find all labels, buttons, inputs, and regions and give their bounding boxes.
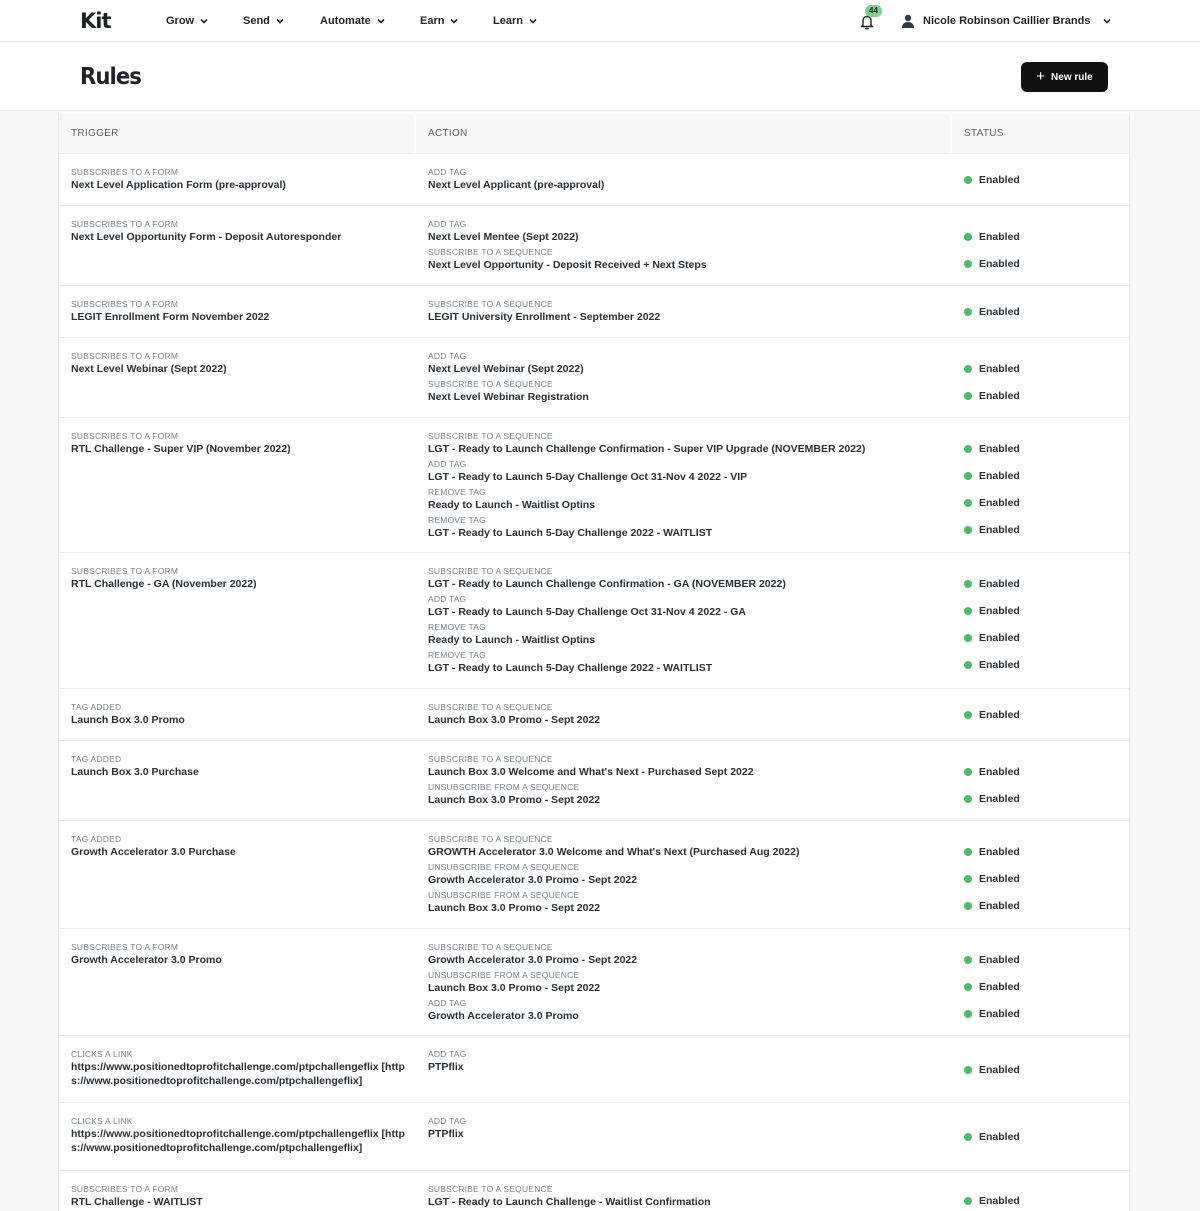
action-value[interactable]: PTPflix xyxy=(428,1061,464,1073)
status-label: Enabled xyxy=(979,1131,1020,1143)
action-value[interactable]: Ready to Launch - Waitlist Optins xyxy=(428,634,596,646)
status-dot-icon xyxy=(964,902,972,910)
action-type: ADD TAG xyxy=(428,351,467,361)
trigger-value[interactable]: RTL Challenge - Super VIP (November 2022) xyxy=(71,443,291,455)
new-rule-button[interactable] xyxy=(1021,62,1108,92)
status-dot-icon xyxy=(964,392,972,400)
action-type: UNSUBSCRIBE FROM A SEQUENCE xyxy=(428,970,580,980)
status-cell xyxy=(964,741,1124,821)
status-cell xyxy=(964,206,1124,286)
status-label: Enabled xyxy=(979,632,1020,644)
status-dot-icon xyxy=(964,1133,972,1141)
nav-automate[interactable] xyxy=(320,13,386,29)
status-cell xyxy=(964,1103,1124,1171)
status-dot-icon xyxy=(964,233,972,241)
status-dot-icon xyxy=(964,365,972,373)
trigger-value[interactable]: Growth Accelerator 3.0 Promo xyxy=(71,954,222,966)
status-label: Enabled xyxy=(979,900,1020,912)
trigger-type: CLICKS A LINK xyxy=(71,1049,133,1059)
status-toggle[interactable] xyxy=(964,980,1020,994)
action-type: SUBSCRIBE TO A SEQUENCE xyxy=(428,247,553,257)
action-cell xyxy=(428,553,948,678)
status-label: Enabled xyxy=(979,1195,1020,1207)
column-header-status: STATUS xyxy=(952,114,1130,153)
action-value[interactable]: Launch Box 3.0 Promo - Sept 2022 xyxy=(428,902,601,914)
action-value[interactable]: LGT - Ready to Launch Challenge - Waitlist Confirmation xyxy=(428,1196,711,1208)
nav-send-label: Send xyxy=(243,15,270,27)
status-dot-icon xyxy=(964,956,972,964)
action-value[interactable]: LGT - Ready to Launch 5-Day Challenge 2022 - WAITLIST xyxy=(428,527,713,539)
trigger-cell xyxy=(71,154,411,195)
status-toggle[interactable] xyxy=(964,899,1020,913)
action-value[interactable]: LGT - Ready to Launch Challenge Confirmation - Super VIP Upgrade (NOVEMBER 2022) xyxy=(428,443,866,455)
trigger-cell xyxy=(71,689,411,730)
status-label: Enabled xyxy=(979,1064,1020,1076)
trigger-cell xyxy=(71,1171,411,1211)
status-label: Enabled xyxy=(979,605,1020,617)
status-dot-icon xyxy=(964,661,972,669)
chevron-down-icon xyxy=(528,16,538,26)
trigger-cell xyxy=(71,1103,411,1158)
action-cell xyxy=(428,338,948,407)
status-toggle[interactable] xyxy=(964,708,1020,722)
top-navigation xyxy=(0,0,1200,42)
status-cell xyxy=(964,338,1124,418)
status-label: Enabled xyxy=(979,793,1020,805)
action-value[interactable]: Growth Accelerator 3.0 Promo - Sept 2022 xyxy=(428,874,638,886)
status-dot-icon xyxy=(964,176,972,184)
status-dot-icon xyxy=(964,768,972,776)
column-header-action: ACTION xyxy=(416,114,950,153)
status-dot-icon xyxy=(964,472,972,480)
action-value[interactable]: Launch Box 3.0 Promo - Sept 2022 xyxy=(428,982,601,994)
status-cell xyxy=(964,1171,1124,1211)
status-toggle[interactable] xyxy=(964,469,1020,483)
trigger-type: SUBSCRIBES TO A FORM xyxy=(71,351,179,361)
nav-earn-label: Earn xyxy=(420,15,445,27)
trigger-value[interactable]: Next Level Application Form (pre-approval) xyxy=(71,179,286,191)
trigger-type: SUBSCRIBES TO A FORM xyxy=(71,219,179,229)
account-menu[interactable] xyxy=(900,12,1112,30)
status-dot-icon xyxy=(964,308,972,316)
status-label: Enabled xyxy=(979,766,1020,778)
status-label: Enabled xyxy=(979,709,1020,721)
status-cell xyxy=(964,1036,1124,1103)
page-header xyxy=(0,43,1200,111)
trigger-value[interactable]: RTL Challenge - WAITLIST xyxy=(71,1196,203,1208)
status-label: Enabled xyxy=(979,659,1020,671)
column-header-trigger: TRIGGER xyxy=(59,114,414,153)
table-row[interactable] xyxy=(59,688,1130,740)
nav-send[interactable] xyxy=(243,13,285,29)
status-cell xyxy=(964,286,1124,338)
action-cell xyxy=(428,1103,948,1144)
trigger-type: SUBSCRIBES TO A FORM xyxy=(71,942,179,952)
table-row[interactable] xyxy=(59,205,1130,285)
action-value[interactable]: LGT - Ready to Launch 5-Day Challenge Oct 31-Nov 4 2022 - VIP xyxy=(428,471,748,483)
action-type: SUBSCRIBE TO A SEQUENCE xyxy=(428,379,553,389)
table-row[interactable] xyxy=(59,337,1130,417)
action-value[interactable]: Launch Box 3.0 Promo - Sept 2022 xyxy=(428,794,601,806)
status-toggle[interactable] xyxy=(964,953,1020,967)
status-dot-icon xyxy=(964,445,972,453)
action-value[interactable]: PTPflix xyxy=(428,1128,464,1140)
trigger-value[interactable]: Launch Box 3.0 Promo xyxy=(71,714,185,726)
trigger-type: SUBSCRIBES TO A FORM xyxy=(71,167,179,177)
status-label: Enabled xyxy=(979,1008,1020,1020)
trigger-value[interactable]: https://www.positionedtoprofitchallenge.com/ptpchallengeflix [https://www.positionedtoprofitchallenge.com/ptpchallengeflix] xyxy=(71,1061,405,1087)
action-type: SUBSCRIBE TO A SEQUENCE xyxy=(428,834,553,844)
action-type: UNSUBSCRIBE FROM A SEQUENCE xyxy=(428,782,580,792)
status-toggle[interactable] xyxy=(964,845,1020,859)
status-toggle[interactable] xyxy=(964,1130,1020,1144)
status-dot-icon xyxy=(964,795,972,803)
trigger-value[interactable]: Next Level Opportunity Form - Deposit Autoresponder xyxy=(71,231,342,243)
action-cell xyxy=(428,1036,948,1077)
action-type: ADD TAG xyxy=(428,1049,467,1059)
rules-table xyxy=(58,112,1130,1211)
nav-earn[interactable] xyxy=(420,13,459,29)
action-value[interactable]: LEGIT University Enrollment - September 2022 xyxy=(428,311,661,323)
kit-logo[interactable]: Kit xyxy=(80,9,111,33)
status-label: Enabled xyxy=(979,174,1020,186)
status-dot-icon xyxy=(964,711,972,719)
status-label: Enabled xyxy=(979,846,1020,858)
action-value[interactable]: Growth Accelerator 3.0 Promo xyxy=(428,1010,579,1022)
chevron-down-icon xyxy=(376,16,386,26)
table-row[interactable] xyxy=(59,740,1130,820)
trigger-type: CLICKS A LINK xyxy=(71,1116,133,1126)
action-value[interactable]: LGT - Ready to Launch 5-Day Challenge Oct 31-Nov 4 2022 - GA xyxy=(428,606,746,618)
trigger-value[interactable]: LEGIT Enrollment Form November 2022 xyxy=(71,311,270,323)
action-type: UNSUBSCRIBE FROM A SEQUENCE xyxy=(428,862,580,872)
page-title: Rules xyxy=(80,64,141,90)
action-value[interactable]: Next Level Opportunity - Deposit Received + Next Steps xyxy=(428,259,707,271)
status-label: Enabled xyxy=(979,363,1020,375)
trigger-cell xyxy=(71,206,411,247)
action-cell xyxy=(428,418,948,543)
action-type: SUBSCRIBE TO A SEQUENCE xyxy=(428,1184,553,1194)
action-value[interactable]: Launch Box 3.0 Welcome and What's Next - Purchased Sept 2022 xyxy=(428,766,754,778)
status-toggle[interactable] xyxy=(964,872,1020,886)
status-cell xyxy=(964,553,1124,689)
status-dot-icon xyxy=(964,607,972,615)
action-cell xyxy=(428,689,948,730)
table-row[interactable] xyxy=(59,417,1130,552)
status-cell xyxy=(964,821,1124,929)
status-toggle[interactable] xyxy=(964,305,1020,319)
status-toggle[interactable] xyxy=(964,496,1020,510)
trigger-value[interactable]: https://www.positionedtoprofitchallenge.com/ptpchallengeflix [https://www.positionedtoprofitchallenge.com/ptpchallengeflix] xyxy=(71,1128,405,1154)
nav-learn-label: Learn xyxy=(493,15,523,27)
status-cell xyxy=(964,154,1124,206)
trigger-cell xyxy=(71,338,411,379)
status-toggle[interactable] xyxy=(964,658,1020,672)
status-toggle[interactable] xyxy=(964,577,1020,591)
action-value[interactable]: Ready to Launch - Waitlist Optins xyxy=(428,499,596,511)
action-value[interactable]: Next Level Applicant (pre-approval) xyxy=(428,179,605,191)
action-type: SUBSCRIBE TO A SEQUENCE xyxy=(428,702,553,712)
action-value[interactable]: Growth Accelerator 3.0 Promo - Sept 2022 xyxy=(428,954,638,966)
status-toggle[interactable] xyxy=(964,1007,1020,1021)
action-type: REMOVE TAG xyxy=(428,650,486,660)
action-value[interactable]: Next Level Webinar (Sept 2022) xyxy=(428,363,584,375)
nav-learn[interactable] xyxy=(493,13,538,29)
trigger-type: SUBSCRIBES TO A FORM xyxy=(71,566,179,576)
status-cell xyxy=(964,418,1124,553)
status-toggle[interactable] xyxy=(964,230,1020,244)
status-toggle[interactable] xyxy=(964,362,1020,376)
action-cell xyxy=(428,741,948,810)
action-cell xyxy=(428,821,948,918)
trigger-type: TAG ADDED xyxy=(71,834,122,844)
status-dot-icon xyxy=(964,499,972,507)
status-toggle[interactable] xyxy=(964,604,1020,618)
trigger-type: TAG ADDED xyxy=(71,754,122,764)
new-rule-label: New rule xyxy=(1051,71,1093,83)
trigger-value[interactable]: Next Level Webinar (Sept 2022) xyxy=(71,363,227,375)
status-label: Enabled xyxy=(979,258,1020,270)
action-type: SUBSCRIBE TO A SEQUENCE xyxy=(428,566,553,576)
status-toggle[interactable] xyxy=(964,389,1020,403)
action-type: ADD TAG xyxy=(428,1116,467,1126)
action-cell xyxy=(428,1171,948,1211)
account-name: Nicole Robinson Caillier Brands xyxy=(923,15,1091,27)
status-toggle[interactable] xyxy=(964,1063,1020,1077)
action-type: SUBSCRIBE TO A SEQUENCE xyxy=(428,942,553,952)
trigger-cell xyxy=(71,929,411,970)
status-toggle[interactable] xyxy=(964,173,1020,187)
action-value[interactable]: GROWTH Accelerator 3.0 Welcome and What's Next (Purchased Aug 2022) xyxy=(428,846,800,858)
action-type: SUBSCRIBE TO A SEQUENCE xyxy=(428,431,553,441)
status-label: Enabled xyxy=(979,873,1020,885)
status-label: Enabled xyxy=(979,954,1020,966)
nav-grow-label: Grow xyxy=(166,15,195,27)
status-label: Enabled xyxy=(979,390,1020,402)
trigger-value[interactable]: RTL Challenge - GA (November 2022) xyxy=(71,578,257,590)
action-cell xyxy=(428,206,948,275)
status-dot-icon xyxy=(964,875,972,883)
table-header xyxy=(59,112,1130,153)
status-label: Enabled xyxy=(979,231,1020,243)
action-type: ADD TAG xyxy=(428,219,467,229)
action-type: REMOVE TAG xyxy=(428,487,486,497)
status-dot-icon xyxy=(964,260,972,268)
action-value[interactable]: Next Level Mentee (Sept 2022) xyxy=(428,231,579,243)
action-type: REMOVE TAG xyxy=(428,515,486,525)
table-row[interactable] xyxy=(59,820,1130,928)
trigger-type: TAG ADDED xyxy=(71,702,122,712)
chevron-down-icon xyxy=(449,16,459,26)
status-label: Enabled xyxy=(979,306,1020,318)
table-row[interactable] xyxy=(59,153,1130,205)
table-row[interactable] xyxy=(59,552,1130,688)
table-row[interactable] xyxy=(59,285,1130,337)
trigger-type: SUBSCRIBES TO A FORM xyxy=(71,431,179,441)
action-type: ADD TAG xyxy=(428,167,467,177)
action-value[interactable]: Launch Box 3.0 Promo - Sept 2022 xyxy=(428,714,601,726)
action-value[interactable]: LGT - Ready to Launch Challenge Confirmation - GA (NOVEMBER 2022) xyxy=(428,578,786,590)
action-type: SUBSCRIBE TO A SEQUENCE xyxy=(428,754,553,764)
status-dot-icon xyxy=(964,580,972,588)
chevron-down-icon xyxy=(199,16,209,26)
action-type: ADD TAG xyxy=(428,998,467,1008)
action-type: ADD TAG xyxy=(428,594,467,604)
status-label: Enabled xyxy=(979,497,1020,509)
status-cell xyxy=(964,929,1124,1036)
status-toggle[interactable] xyxy=(964,792,1020,806)
status-dot-icon xyxy=(964,1066,972,1074)
trigger-cell xyxy=(71,1036,411,1091)
trigger-cell xyxy=(71,821,411,862)
trigger-cell xyxy=(71,418,411,459)
status-label: Enabled xyxy=(979,524,1020,536)
action-type: REMOVE TAG xyxy=(428,622,486,632)
status-dot-icon xyxy=(964,526,972,534)
status-dot-icon xyxy=(964,1197,972,1205)
table-row[interactable] xyxy=(59,1170,1130,1211)
action-cell xyxy=(428,929,948,1026)
action-type: SUBSCRIBE TO A SEQUENCE xyxy=(428,299,553,309)
status-dot-icon xyxy=(964,634,972,642)
status-label: Enabled xyxy=(979,981,1020,993)
status-toggle[interactable] xyxy=(964,1194,1020,1208)
status-dot-icon xyxy=(964,848,972,856)
chevron-down-icon xyxy=(1102,16,1112,26)
status-cell xyxy=(964,689,1124,741)
trigger-value[interactable]: Launch Box 3.0 Purchase xyxy=(71,766,199,778)
table-row[interactable] xyxy=(59,1035,1130,1102)
table-row[interactable] xyxy=(59,1102,1130,1170)
table-row[interactable] xyxy=(59,928,1130,1035)
status-label: Enabled xyxy=(979,443,1020,455)
chevron-down-icon xyxy=(275,16,285,26)
status-toggle[interactable] xyxy=(964,765,1020,779)
status-label: Enabled xyxy=(979,470,1020,482)
status-toggle[interactable] xyxy=(964,631,1020,645)
status-toggle[interactable] xyxy=(964,442,1020,456)
status-toggle[interactable] xyxy=(964,257,1020,271)
trigger-cell xyxy=(71,741,411,782)
action-type: ADD TAG xyxy=(428,459,467,469)
user-avatar-icon xyxy=(900,13,916,29)
action-type: UNSUBSCRIBE FROM A SEQUENCE xyxy=(428,890,580,900)
status-dot-icon xyxy=(964,983,972,991)
action-value[interactable]: LGT - Ready to Launch 5-Day Challenge 2022 - WAITLIST xyxy=(428,662,713,674)
action-cell xyxy=(428,154,948,195)
plus-icon: + xyxy=(1036,68,1046,85)
action-value[interactable]: Next Level Webinar Registration xyxy=(428,391,589,403)
status-dot-icon xyxy=(964,1010,972,1018)
action-cell xyxy=(428,286,948,327)
trigger-type: SUBSCRIBES TO A FORM xyxy=(71,299,179,309)
notification-count-badge: 44 xyxy=(865,5,882,17)
trigger-cell xyxy=(71,553,411,594)
status-toggle[interactable] xyxy=(964,523,1020,537)
trigger-type: SUBSCRIBES TO A FORM xyxy=(71,1184,179,1194)
nav-automate-label: Automate xyxy=(320,15,371,27)
trigger-cell xyxy=(71,286,411,327)
status-label: Enabled xyxy=(979,578,1020,590)
nav-grow[interactable] xyxy=(166,13,209,29)
trigger-value[interactable]: Growth Accelerator 3.0 Purchase xyxy=(71,846,236,858)
